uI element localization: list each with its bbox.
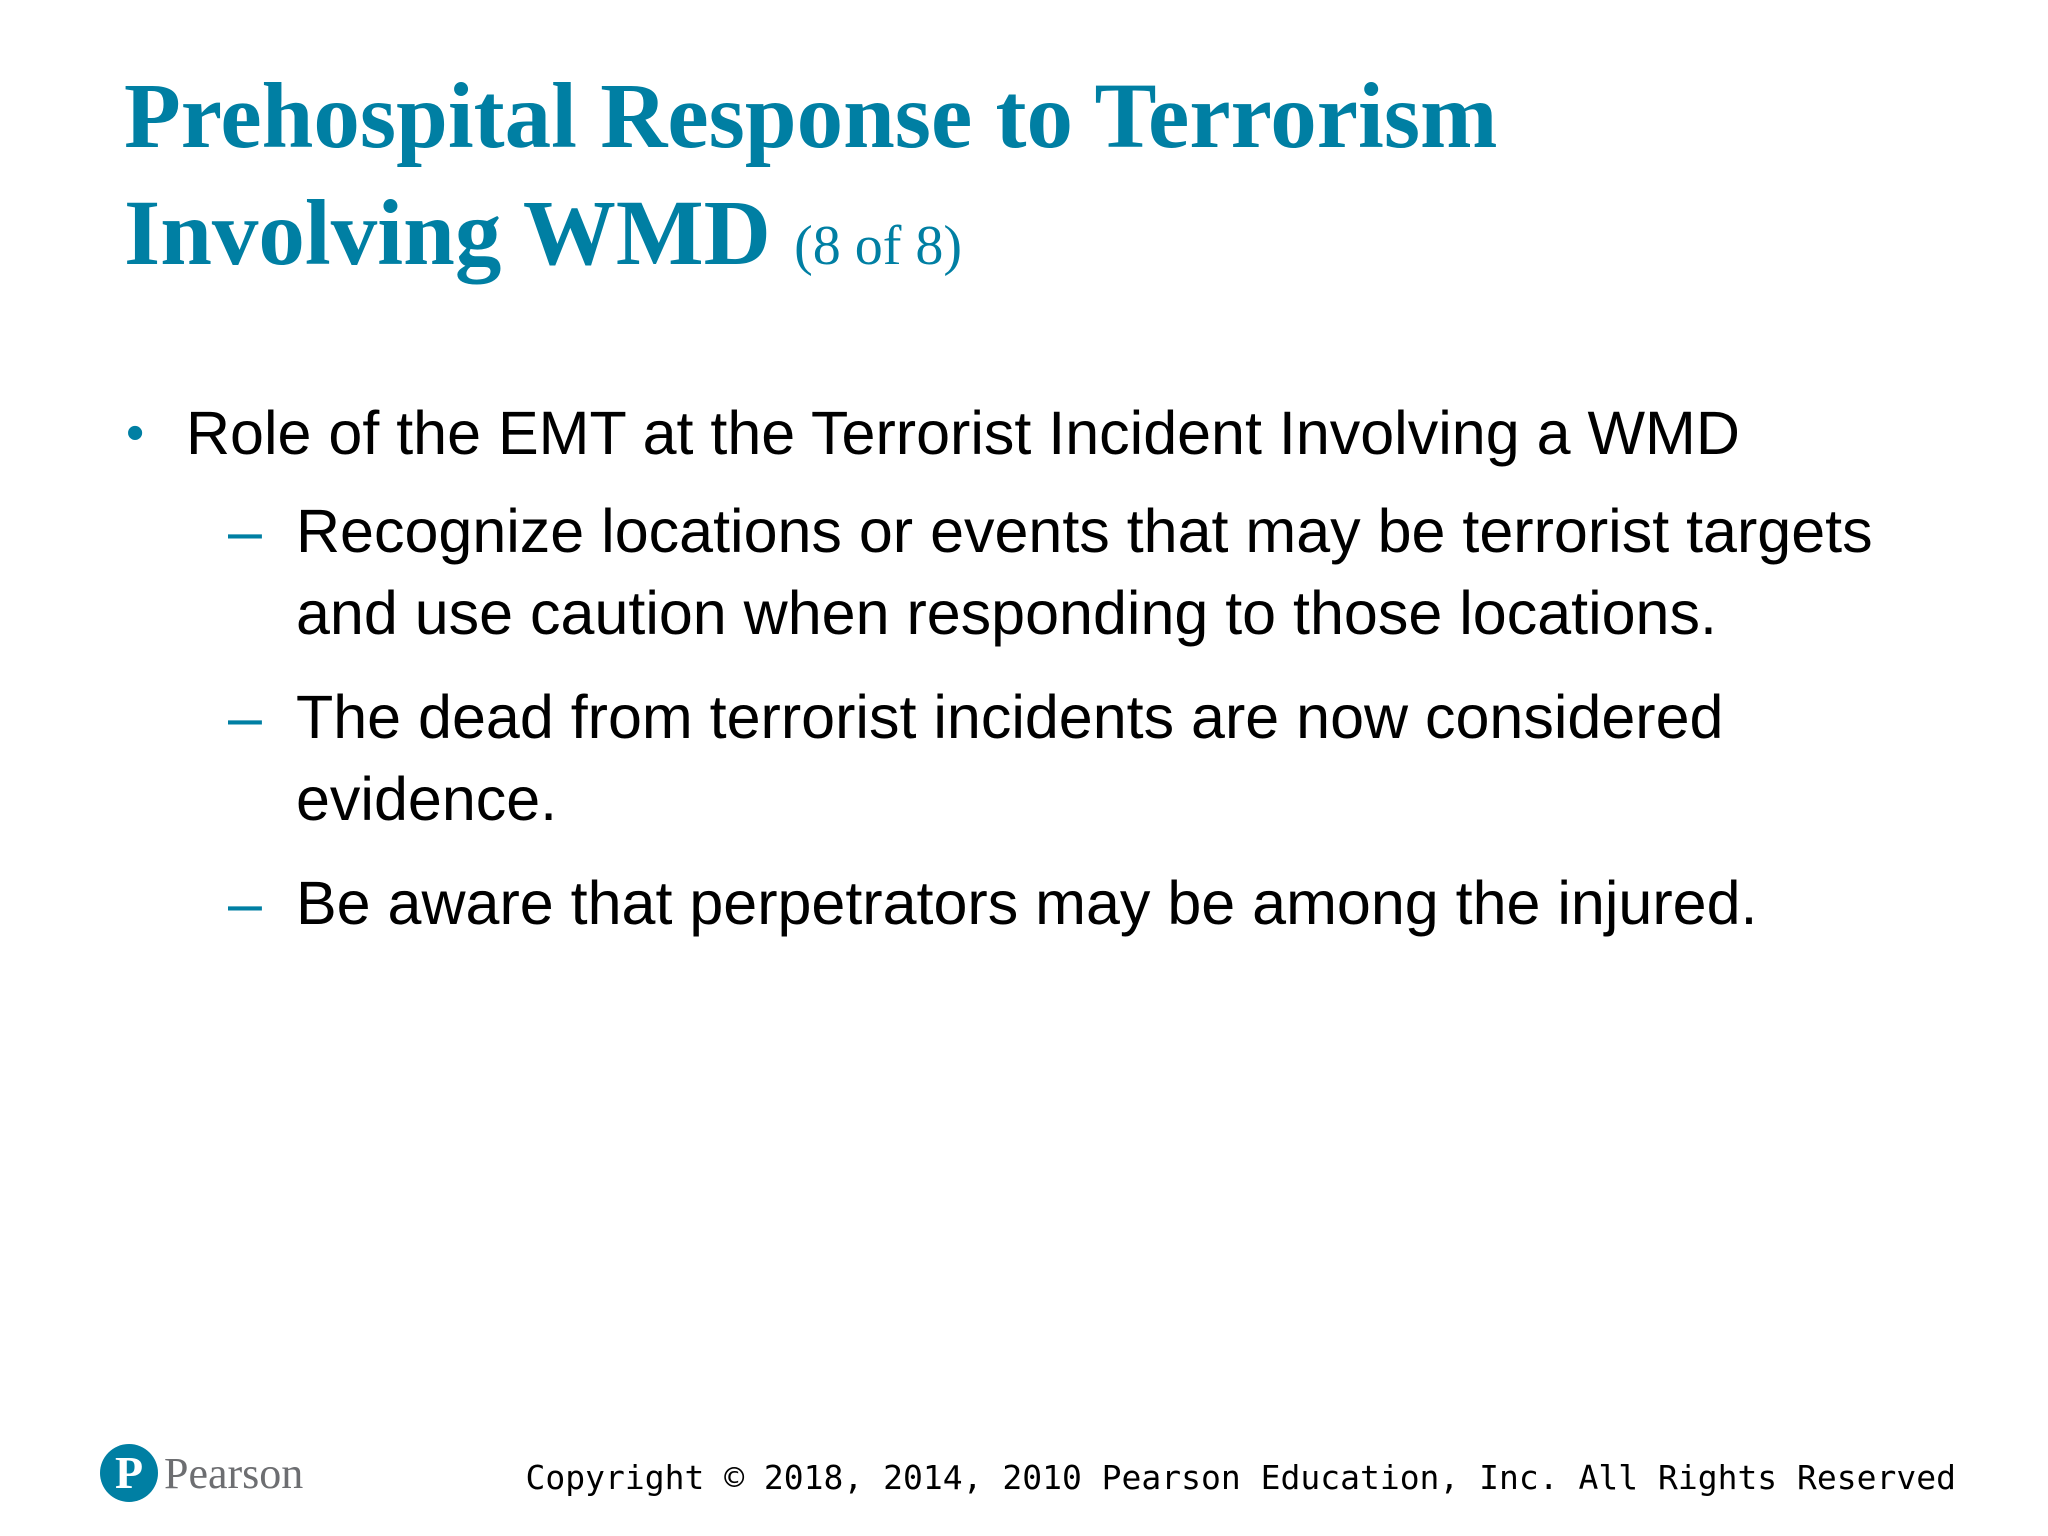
sub-bullet-item (226, 490, 1984, 654)
sub-bullet-item (226, 676, 1984, 840)
sub-bullet-list (124, 490, 1984, 944)
pearson-logo-icon: P (100, 1444, 158, 1502)
dash-icon: – (228, 869, 262, 937)
slide-footer (0, 1416, 2048, 1536)
bullet-dot-icon: • (126, 404, 145, 462)
dash-icon: – (228, 683, 262, 751)
title-line-2: Involving WMD (124, 182, 771, 285)
copyright-text: Copyright © 2018, 2014, 2010 Pearson Education, Inc. All Rights Reserved (525, 1458, 1956, 1497)
dash-icon: – (228, 497, 262, 565)
sub-bullet-text: Recognize locations or events that may be terrorist targets and use caution when responding to those locations. (296, 497, 1873, 647)
slide-counter: (8 of 8) (794, 215, 963, 277)
sub-bullet-item (226, 862, 1984, 944)
pearson-logo (100, 1444, 303, 1502)
sub-bullet-text: The dead from terrorist incidents are now considered evidence. (296, 683, 1724, 833)
pearson-logo-text: Pearson (164, 1448, 304, 1498)
slide-title (124, 58, 1924, 305)
bullet-text: Role of the EMT at the Terrorist Incident Involving a WMD (186, 399, 1740, 467)
bullet-item (124, 392, 1984, 474)
title-line-1: Prehospital Response to Terrorism (124, 65, 1498, 168)
slide-body (124, 392, 1984, 966)
sub-bullet-text: Be aware that perpetrators may be among the injured. (296, 869, 1758, 937)
